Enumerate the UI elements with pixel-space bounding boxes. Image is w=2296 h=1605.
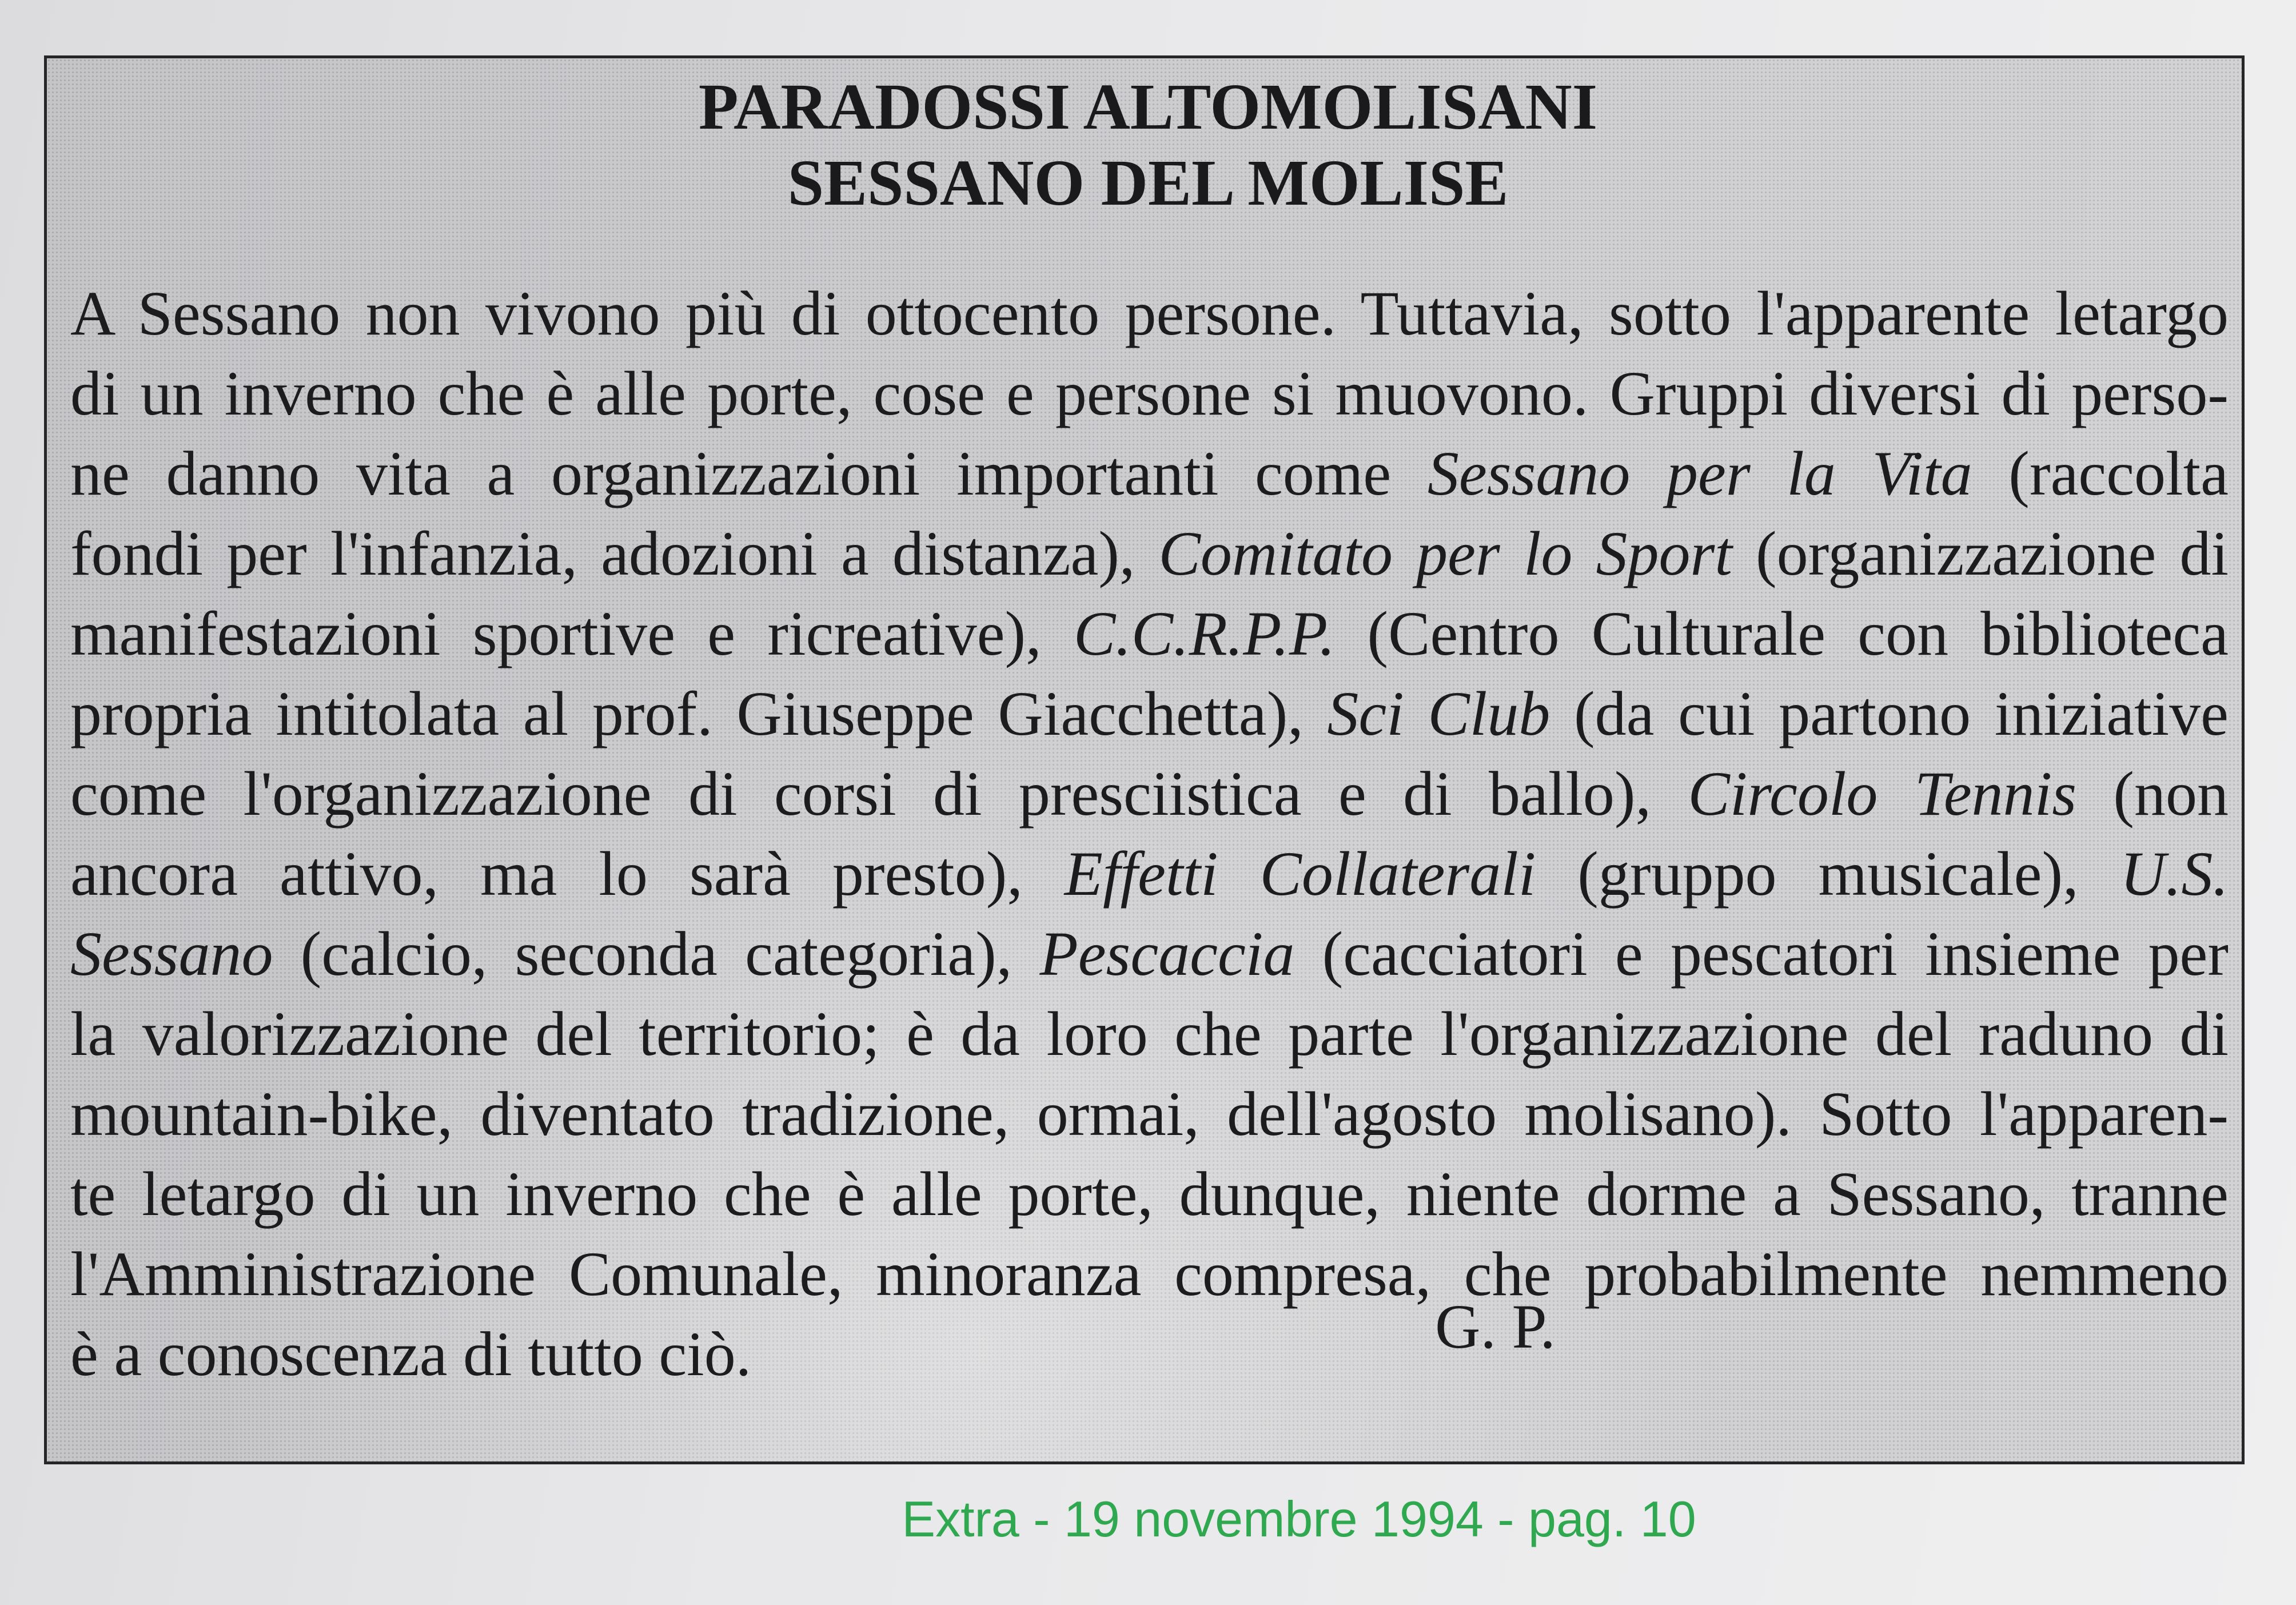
text-segment: (gruppo musicale), — [1536, 839, 2120, 909]
italic-organization-name: Sessano per la Vita — [1427, 439, 1972, 508]
text-segment: (da cui partono iniziative — [1550, 679, 2229, 748]
article-line — [70, 513, 2229, 594]
article-line — [70, 914, 2229, 994]
article-line — [70, 353, 2229, 433]
text-segment: propria intitolata al prof. Giuseppe Giacchetta), — [70, 679, 1328, 748]
italic-organization-name: Circolo Tennis — [1688, 759, 2077, 829]
article-line — [70, 594, 2229, 674]
italic-organization-name: C.C.R.P.P. — [1073, 599, 1336, 668]
text-segment: mountain-bike, diventato tradizione, ormai, dell'agosto molisano). Sotto l'apparen- — [70, 1079, 2229, 1149]
italic-organization-name: Sessano — [70, 919, 273, 989]
article-body — [70, 273, 2229, 1394]
text-segment: (non — [2076, 759, 2229, 829]
article-line — [70, 1154, 2229, 1234]
text-segment: fondi per l'infanzia, adozioni a distanza), — [70, 519, 1159, 588]
text-segment: la valorizzazione del territorio; è da loro che parte l'organizzazione del raduno di — [70, 999, 2229, 1069]
article-line — [70, 1234, 2229, 1314]
article-title-line-1: PARADOSSI ALTOMOLISANI — [698, 70, 1598, 143]
source-caption: Extra - 19 novembre 1994 - pag. 10 — [902, 1491, 1696, 1547]
text-segment: te letargo di un inverno che è alle porte, dunque, niente dorme a Sessano, tranne — [70, 1159, 2229, 1229]
italic-organization-name: Effetti Collaterali — [1064, 839, 1536, 909]
author-signature: G. P. — [1435, 1292, 1556, 1361]
article-line — [70, 1074, 2229, 1154]
text-segment: ne danno vita a organizzazioni importanti come — [70, 439, 1428, 508]
article-line — [70, 674, 2229, 754]
text-segment: ancora attivo, ma lo sarà presto), — [70, 839, 1065, 909]
italic-organization-name: U.S. — [2120, 839, 2229, 909]
text-segment: (cacciatori e pescatori insieme per — [1294, 919, 2229, 989]
text-segment: è a conoscenza di tutto ciò. — [70, 1319, 752, 1389]
text-segment: (calcio, seconda categoria), — [273, 919, 1040, 989]
article-line — [70, 1314, 2229, 1394]
italic-organization-name: Sci Club — [1327, 679, 1550, 748]
text-segment: manifestazioni sportive e ricreative), — [70, 599, 1074, 668]
article-line — [70, 754, 2229, 834]
article-line — [70, 834, 2229, 914]
article-line — [70, 433, 2229, 513]
text-segment: A Sessano non vivono più di ottocento persone. Tuttavia, sotto l'apparente letargo — [70, 278, 2229, 348]
italic-organization-name: Comitato per lo Sport — [1158, 519, 1732, 588]
article-line — [70, 994, 2229, 1074]
article-line — [70, 273, 2229, 353]
text-segment: (Centro Culturale con biblioteca — [1335, 599, 2229, 668]
text-segment: come l'organizzazione di corsi di presciistica e di ballo), — [70, 759, 1688, 829]
text-segment: l'Amministrazione Comunale, minoranza compresa, che probabilmente nemmeno — [70, 1239, 2229, 1309]
text-segment: (organizzazione di — [1732, 519, 2229, 588]
italic-organization-name: Pescaccia — [1039, 919, 1295, 989]
article-title-line-2: SESSANO DEL MOLISE — [787, 146, 1509, 219]
article-text-lines — [70, 273, 2229, 1394]
text-segment: (raccolta — [1972, 439, 2229, 508]
text-segment: di un inverno che è alle porte, cose e persone si muovono. Gruppi diversi di perso- — [70, 359, 2229, 428]
